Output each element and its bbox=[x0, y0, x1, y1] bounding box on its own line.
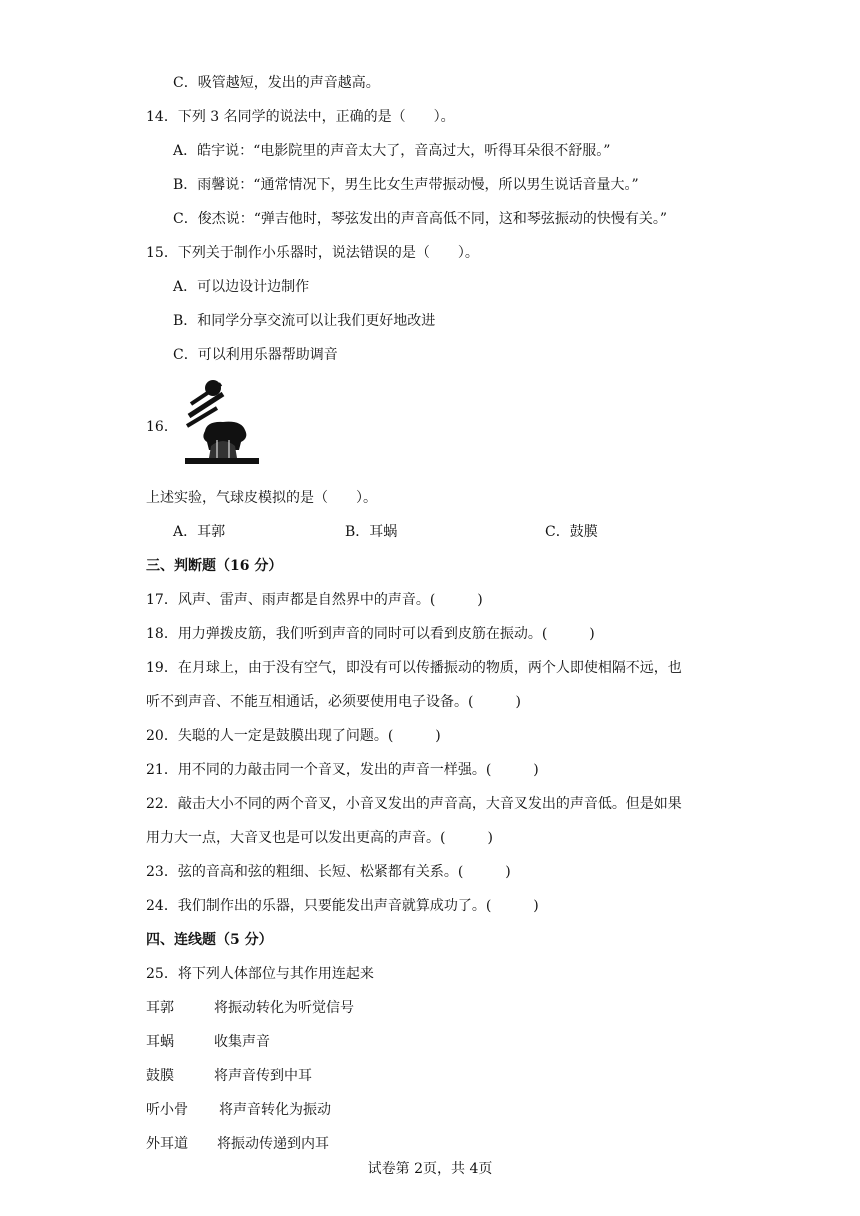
match-right-item: 将振动传递到内耳 bbox=[217, 1136, 329, 1152]
question-22-line-1: 22．敲击大小不同的两个音叉，小音叉发出的声音高，大音叉发出的声音低。但是如果 bbox=[146, 796, 682, 812]
q13-option-c: C．吸管越短，发出的声音越高。 bbox=[173, 75, 380, 91]
section-3-heading: 三、判断题（16 分） bbox=[146, 558, 283, 574]
match-left-item: 鼓膜 bbox=[146, 1068, 174, 1084]
q15-option-c: C．可以利用乐器帮助调音 bbox=[173, 347, 338, 363]
question-17: 17．风声、雷声、雨声都是自然界中的声音。( ) bbox=[146, 592, 483, 608]
match-left-item: 耳郭 bbox=[146, 1000, 174, 1016]
match-left-item: 耳蜗 bbox=[146, 1034, 174, 1050]
question-16-stem: 上述实验，气球皮模拟的是（ ）。 bbox=[146, 490, 377, 506]
match-left-item: 听小骨 bbox=[146, 1102, 188, 1118]
question-18: 18．用力弹拨皮筋，我们听到声音的同时可以看到皮筋在振动。( ) bbox=[146, 626, 595, 642]
question-16-number: 16． bbox=[146, 419, 178, 435]
q15-option-a: A．可以边设计边制作 bbox=[173, 279, 310, 295]
question-20: 20．失聪的人一定是鼓膜出现了问题。( ) bbox=[146, 728, 441, 744]
question-23: 23．弦的音高和弦的粗细、长短、松紧都有关系。( ) bbox=[146, 864, 511, 880]
match-right-item: 将声音传到中耳 bbox=[214, 1068, 312, 1084]
q14-option-c: C．俊杰说：“弹吉他时，琴弦发出的声音高低不同，这和琴弦振动的快慢有关。” bbox=[173, 211, 668, 227]
question-19-line-2: 听不到声音、不能互相通话，必须要使用电子设备。( ) bbox=[146, 694, 521, 710]
page-footer: 试卷第 2页，共 4页 bbox=[367, 1161, 493, 1177]
q16-option-c: C．鼓膜 bbox=[545, 524, 598, 540]
question-22-line-2: 用力大一点，大音叉也是可以发出更高的声音。( ) bbox=[146, 830, 493, 846]
q14-option-a: A．皓宇说：“电影院里的声音太大了，音高过大，听得耳朵很不舒服。” bbox=[173, 143, 611, 159]
question-15: 15．下列关于制作小乐器时，说法错误的是（ ）。 bbox=[146, 245, 479, 261]
question-21: 21．用不同的力敲击同一个音叉，发出的声音一样强。( ) bbox=[146, 762, 539, 778]
q15-option-b: B．和同学分享交流可以让我们更好地改进 bbox=[173, 313, 436, 329]
match-right-item: 将振动转化为听觉信号 bbox=[214, 1000, 354, 1016]
match-left-item: 外耳道 bbox=[146, 1136, 188, 1152]
question-14: 14．下列 3 名同学的说法中，正确的是（ ）。 bbox=[146, 109, 455, 125]
question-25: 25．将下列人体部位与其作用连起来 bbox=[146, 966, 374, 982]
experiment-figure bbox=[183, 376, 263, 476]
section-4-heading: 四、连线题（5 分） bbox=[146, 932, 273, 948]
q16-option-a: A．耳郭 bbox=[173, 524, 226, 540]
match-right-item: 收集声音 bbox=[214, 1034, 270, 1050]
question-24: 24．我们制作出的乐器，只要能发出声音就算成功了。( ) bbox=[146, 898, 539, 914]
match-right-item: 将声音转化为振动 bbox=[219, 1102, 331, 1118]
q14-option-b: B．雨馨说：“通常情况下，男生比女生声带振动慢，所以男生说话音量大。” bbox=[173, 177, 639, 193]
question-19-line-1: 19．在月球上，由于没有空气，即没有可以传播振动的物质，两个人即使相隔不远，也 bbox=[146, 660, 682, 676]
q16-option-b: B．耳蜗 bbox=[345, 524, 398, 540]
